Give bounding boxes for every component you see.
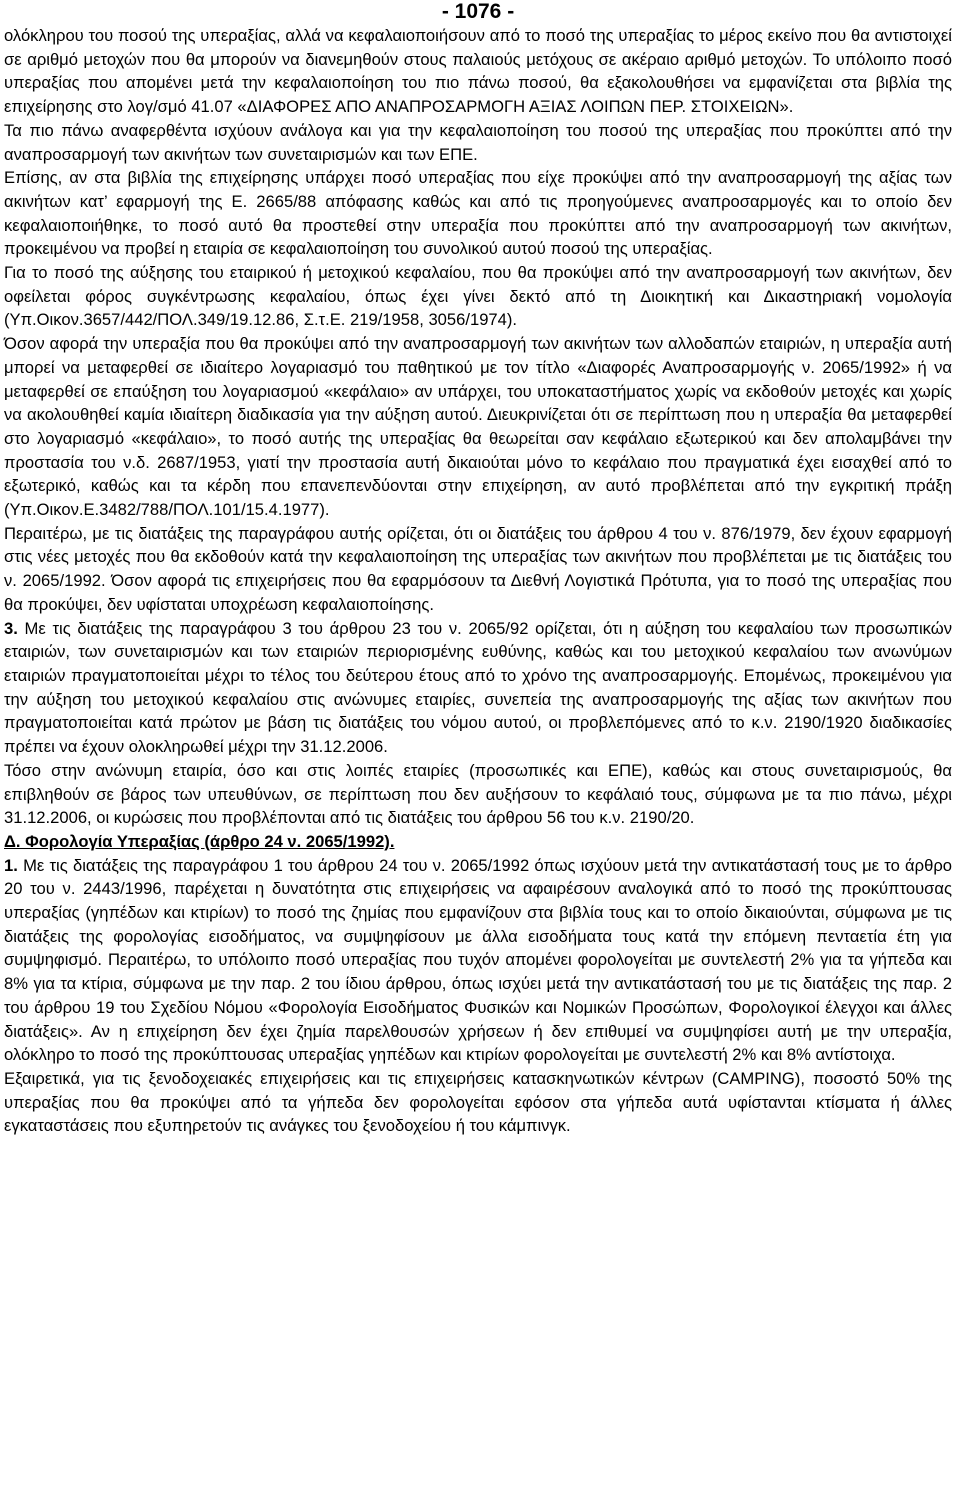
- paragraph-4: Για το ποσό της αύξησης του εταιρικού ή μετοχικού κεφαλαίου, που θα προκύψει από την αναπροσαρμογή των ακινήτων, δεν οφείλεται φόρος συγκέντρωσης κεφαλαίου, όπως έχει γίνει δεκτό από τη Διοικητική και Δικαστηριακή νομολογία (Υπ.Οικον.3657/442/ΠΟΛ.349/19.12.86, Σ.τ.Ε. 219/1958, 3056/1974).: [4, 263, 952, 330]
- paragraph-1: ολόκληρου του ποσού της υπεραξίας, αλλά να κεφαλαιοποιήσουν από το ποσό της υπεραξίας το μέρος εκείνο που θα αντιστοιχεί σε αριθμό μετοχών που θα μπορούν να διανεμηθούν στους παλαιούς μετόχους σε ακέραιο αριθμό μετοχών. Το υπόλοιπο ποσό υπεραξίας που απομένει μετά την κεφαλαιοποίηση του πιο πάνω ποσού, θα εξακολουθήσει να εμφανίζεται στα βιβλία της επιχείρησης στο λογ/σμό 41.07 «ΔΙΑΦΟΡΕΣ ΑΠΟ ΑΝΑΠΡΟΣΑΡΜΟΓΗ ΑΞΙΑΣ ΛΟΙΠΩΝ ΠΕΡ. ΣΤΟΙΧΕΙΩΝ».: [4, 26, 952, 117]
- paragraph-6: Περαιτέρω, με τις διατάξεις της παραγράφου αυτής ορίζεται, ότι οι διατάξεις του άρθρου 4 του ν. 876/1979, δεν έχουν εφαρμογή στις νέες μετοχές που θα εκδοθούν κατά την κεφαλαιοποίηση της υπεραξίας των ακινήτων που προβλέπεται με τις διατάξεις του ν. 2065/1992. Όσον αφορά τις επιχειρήσεις που θα εφαρμόσουν τα Διεθνή Λογιστικά Πρότυπα, για το ποσό της υπεραξίας που θα προκύψει, δεν υφίσταται υποχρέωση κεφαλαιοποίησης.: [4, 523, 952, 614]
- paragraph-camping: Εξαιρετικά, για τις ξενοδοχειακές επιχειρήσεις και τις επιχειρήσεις κατασκηνωτικών κέντρων (CAMPING), ποσοστό 50% της υπεραξίας που θα προκύψει από τα γήπεδα δεν φορολογείται εφόσον στα γήπεδα αυτά υφίστανται κτίσματα ή άλλες εγκαταστάσεις που εξυπηρετούν τις ανάγκες του ξενοδοχείου ή του κάμπινγκ.: [4, 1068, 952, 1136]
- section-3-text: Με τις διατάξεις της παραγράφου 3 του άρθρου 23 του ν. 2065/92 ορίζεται, ότι η αύξηση του κεφαλαίου των προσωπικών εταιριών, των συνεταιρισμών και των εταιριών περιορισμένης ευθύνης, καθώς και του μετοχικού κεφαλαίου των ανωνύμων εταιριών πραγματοποιείται μέχρι το τέλος του δεύτερου έτους από το χρόνο της αναπροσαρμογής. Επομένως, προκειμένου για την αύξηση του μετοχικού κεφαλαίου στις ανώνυμες εταιρίες, συνεπεία της αναπροσαρμογής της αξίας των ακινήτων που πραγματοποιείται κατά πρώτον με βάση τις διατάξεις του νόμου αυτού, οι προβλεπόμενες από το κ.ν. 2190/1920 διαδικασίες πρέπει να έχουν ολοκληρωθεί μέχρι την 31.12.2006.: [4, 618, 952, 757]
- section-d-heading: Δ. Φορολογία Υπεραξίας (άρθρο 24 ν. 2065/1992).: [4, 831, 395, 851]
- section-3-number: 3.: [4, 618, 18, 638]
- paragraph-3: Επίσης, αν στα βιβλία της επιχείρησης υπάρχει ποσό υπεραξίας που είχε προκύψει από την αναπροσαρμογή της αξίας των ακινήτων κατ’ εφαρμογή της Ε. 2665/88 απόφασης καθώς και από τις προηγούμενες αναπροσαρμογές και το οποίο δεν κεφαλαιοποιήθηκε, το ποσό αυτό θα προστεθεί στην υπεραξία που προκύπτει από την αναπροσαρμογή των ακινήτων, προκειμένου να προβεί η εταιρία σε κεφαλαιοποίηση του συνολικού αυτού ποσού της υπεραξίας.: [4, 168, 952, 259]
- section-1-text: Με τις διατάξεις της παραγράφου 1 του άρθρου 24 του ν. 2065/1992 όπως ισχύουν μετά την αντικατάστασή τους με το άρθρο 20 του ν. 2443/1996, παρέχεται η δυνατότητα στις επιχειρήσεις να αφαιρέσουν αναλογικά από το ποσό της προκύπτουσας υπεραξίας (γηπέδων και κτιρίων) το ποσό της ζημίας που εμφανίζουν στα βιβλία τους και το οποίο δικαιούνται, σύμφωνα με τις διατάξεις της φορολογίας εισοδήματος, να συμψηφίσουν με άλλα εισοδήματα τους κατά την επόμενη πενταετία έτη για συμψηφισμό. Περαιτέρω, το υπόλοιπο ποσό υπεραξίας που τυχόν απομένει φορολογείται με συντελεστή 2% για τα γήπεδα και 8% για τα κτίρια, σύμφωνα με την παρ. 2 του ίδιου άρθρου, όπως ισχύει μετά την αντικατάστασή του με τις διατάξεις της παρ. 2 του άρθρου 19 του Σχεδίου Νόμου «Φορολογία Εισοδήματος Φυσικών και Νομικών Προσώπων, Φορολογικοί έλεγχοι και άλλες διατάξεις». Αν η επιχείρηση δεν έχει ζημία παρελθουσών χρήσεων ή δεν επιθυμεί να συμψηφίσει αυτή με την υπεραξία, ολόκληρο το ποσό της προκύπτουσας υπεραξίας γηπέδων και κτιρίων φορολογείται με συντελεστή 2% και 8% αντίστοιχα.: [4, 855, 952, 1065]
- section-1-number: 1.: [4, 855, 18, 875]
- paragraph-2: Τα πιο πάνω αναφερθέντα ισχύουν ανάλογα και για την κεφαλαιοποίηση του ποσού της υπεραξίας που προκύπτει από την αναπροσαρμογή των ακινήτων των συνεταιρισμών και των ΕΠΕ.: [4, 120, 952, 164]
- page-number: - 1076 -: [441, 0, 515, 23]
- paragraph-sanctions: Τόσο στην ανώνυμη εταιρία, όσο και στις λοιπές εταιρίες (προσωπικές και ΕΠΕ), καθώς και στους συνεταιρισμούς, θα επιβληθούν σε βάρος των υπευθύνων, σε περίπτωση που δεν αυξήσουν το κεφάλαιό τους, σύμφωνα με τα πιο πάνω, μέχρι 31.12.2006, οι κυρώσεις που προβλέπονται από τις διατάξεις του άρθρου 56 του κ.ν. 2190/20.: [4, 760, 952, 828]
- section-3-paragraph: [4, 617, 952, 759]
- section-1-paragraph: [4, 854, 952, 1067]
- paragraph-5: Όσον αφορά την υπεραξία που θα προκύψει από την αναπροσαρμογή των ακινήτων των αλλοδαπών εταιριών, η υπεραξία αυτή μπορεί να μεταφερθεί σε ιδιαίτερο λογαριασμό του παθητικού με τον τίτλο «Διαφορές Αναπροσαρμογής ν. 2065/1992» ή να μεταφερθεί σε επαύξηση του λογαριασμού «κεφάλαιο» αν υπάρχει, του υποκαταστήματος χωρίς να εκδοθούν μετοχές και χωρίς να ακολουθηθεί καμία ιδιαίτερη διαδικασία για την αύξηση αυτού. Διευκρινίζεται ότι σε περίπτωση που η υπεραξία θα μεταφερθεί στο λογαριασμό «κεφάλαιο», το ποσό αυτής της υπεραξίας θα θεωρείται σαν κεφάλαιο εξωτερικού και δεν απολαμβάνει την προστασία του ν.δ. 2687/1953, γιατί την προστασία αυτή δικαιούται μόνο το κεφάλαιο που πραγματικά έχει εισαχθεί από το εξωτερικό, καθώς και τα κέρδη που επανεπενδύονται στην επιχείρηση, αν αυτό προβλέπεται από την εγκριτική πράξη (Υπ.Οικον.Ε.3482/788/ΠΟΛ.101/15.4.1977).: [4, 334, 952, 520]
